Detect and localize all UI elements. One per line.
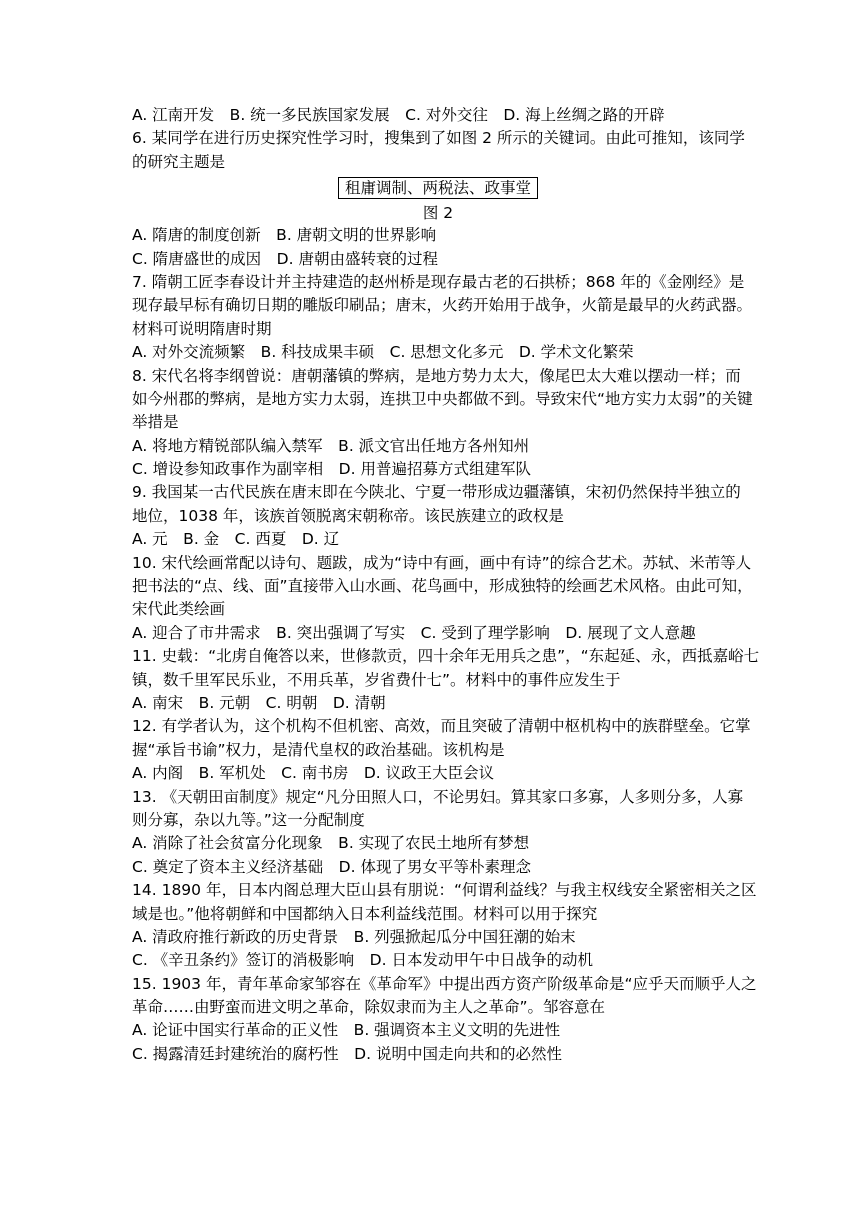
q7-stem-line-2: 现存最早标有确切日期的雕版印刷品；唐末，火药开始用于战争，火箭是最早的火药武器。 xyxy=(132,296,753,315)
q13-stem-line-1: 13. 《天朝田亩制度》规定“凡分田照人口，不论男妇。算其家口多寡，人多则分多，人寡 xyxy=(132,787,744,806)
q15-stem-line-1: 15. 1903 年，青年革命家邹容在《革命军》中提出西方资产阶级革命是“应乎天而顺乎人之 xyxy=(132,974,757,993)
q14-options-ab: A. 清政府推行新政的历史背景 B. 列强掀起瓜分中国狂潮的始末 xyxy=(132,927,576,946)
q6-stem-line-1: 6. 某同学在进行历史探究性学习时，搜集到了如图 2 所示的关键词。由此可推知，该同学 xyxy=(132,129,745,148)
q9-stem-line-2: 地位，1038 年，该族首领脱离宋朝称帝。该民族建立的政权是 xyxy=(132,506,564,525)
q14-stem-line-1: 14. 1890 年，日本内阁总理大臣山县有朋说：“何谓利益线？与我主权线安全紧密相关之区 xyxy=(132,881,757,900)
q10-stem-line-1: 10. 宋代绘画常配以诗句、题跋，成为“诗中有画，画中有诗”的综合艺术。苏轼、米芾等人 xyxy=(132,553,752,572)
q15-stem-line-2: 革命……由野蛮而进文明之革命，除奴隶而为主人之革命”。邹容意在 xyxy=(132,998,606,1017)
q8-stem-line-1: 8. 宋代名将李纲曾说：唐朝藩镇的弊病，是地方势力太大，像尾巴太大难以摆动一样；而 xyxy=(132,366,741,385)
q7-options: A. 对外交流频繁 B. 科技成果丰硕 C. 思想文化多元 D. 学术文化繁荣 xyxy=(132,343,634,362)
q13-stem-line-2: 则分寡，杂以九等。”这一分配制度 xyxy=(132,810,365,829)
q12-stem-line-1: 12. 有学者认为，这个机构不但机密、高效，而且突破了清朝中枢机构中的族群壁垒。它掌 xyxy=(132,717,751,736)
q6-options-ab: A. 隋唐的制度创新 B. 唐朝文明的世界影响 xyxy=(132,226,437,245)
q8-options-ab: A. 将地方精锐部队编入禁军 B. 派文官出任地方各州知州 xyxy=(132,436,530,455)
q9-options: A. 元 B. 金 C. 西夏 D. 辽 xyxy=(132,530,340,549)
q14-stem-line-2: 域是也。”他将朝鲜和中国都纳入日本利益线范围。材料可以用于探究 xyxy=(132,904,598,923)
q6-stem-line-2: 的研究主题是 xyxy=(132,152,226,171)
q10-stem-line-2: 把书法的“点、线、面”直接带入山水画、花鸟画中，形成独特的绘画艺术风格。由此可知， xyxy=(132,577,753,596)
q12-options: A. 内阁 B. 军机处 C. 南书房 D. 议政王大臣会议 xyxy=(132,764,495,783)
q11-stem-line-2: 镇，数千里军民乐业，不用兵革，岁省费什七”。材料中的事件应发生于 xyxy=(132,670,621,689)
q13-options-cd: C. 奠定了资本主义经济基础 D. 体现了男女平等朴素理念 xyxy=(132,857,531,876)
figure-2-caption: 图 2 xyxy=(422,204,454,223)
q7-stem-line-1: 7. 隋朝工匠李春设计并主持建造的赵州桥是现存最古老的石拱桥；868 年的《金刚经》是 xyxy=(132,272,745,291)
q8-stem-line-2: 如今州郡的弊病，是地方实力太弱，连拱卫中央都做不到。导致宋代“地方实力太弱”的关键 xyxy=(132,389,753,408)
q10-options: A. 迎合了市井需求 B. 突出强调了写实 C. 受到了理学影响 D. 展现了文人意趣 xyxy=(132,623,696,642)
q15-options-cd: C. 揭露清廷封建统治的腐朽性 D. 说明中国走向共和的必然性 xyxy=(132,1044,562,1063)
q8-options-cd: C. 增设参知政事作为副宰相 D. 用普遍招募方式组建军队 xyxy=(132,460,531,479)
q15-options-ab: A. 论证中国实行革命的正义性 B. 强调资本主义文明的先进性 xyxy=(132,1021,561,1040)
q7-stem-line-3: 材料可说明隋唐时期 xyxy=(132,319,272,338)
q11-stem-line-1: 11. 史载：“北虏自俺答以来，世修款贡，四十余年无用兵之患”，“东起延、永，西抵嘉峪七 xyxy=(132,647,760,666)
q13-options-ab: A. 消除了社会贫富分化现象 B. 实现了农民土地所有梦想 xyxy=(132,834,530,853)
figure-2-keywords-box: 租庸调制、两税法、政事堂 xyxy=(338,177,538,199)
q14-options-cd: C. 《辛丑条约》签订的消极影响 D. 日本发动甲午中日战争的动机 xyxy=(132,951,593,970)
q5-options: A. 江南开发 B. 统一多民族国家发展 C. 对外交往 D. 海上丝绸之路的开辟 xyxy=(132,106,665,124)
q8-stem-line-3: 举措是 xyxy=(132,413,179,432)
q10-stem-line-3: 宋代此类绘画 xyxy=(132,600,226,619)
q9-stem-line-1: 9. 我国某一古代民族在唐末即在今陕北、宁夏一带形成边疆藩镇，宋初仍然保持半独立的 xyxy=(132,483,741,502)
figure-2-container xyxy=(132,176,744,202)
q12-stem-line-2: 握“承旨书谕”权力，是清代皇权的政治基础。该机构是 xyxy=(132,740,505,759)
q11-options: A. 南宋 B. 元朝 C. 明朝 D. 清朝 xyxy=(132,693,386,712)
q6-options-cd: C. 隋唐盛世的成因 D. 唐朝由盛转衰的过程 xyxy=(132,249,438,268)
question-list xyxy=(132,104,760,1066)
